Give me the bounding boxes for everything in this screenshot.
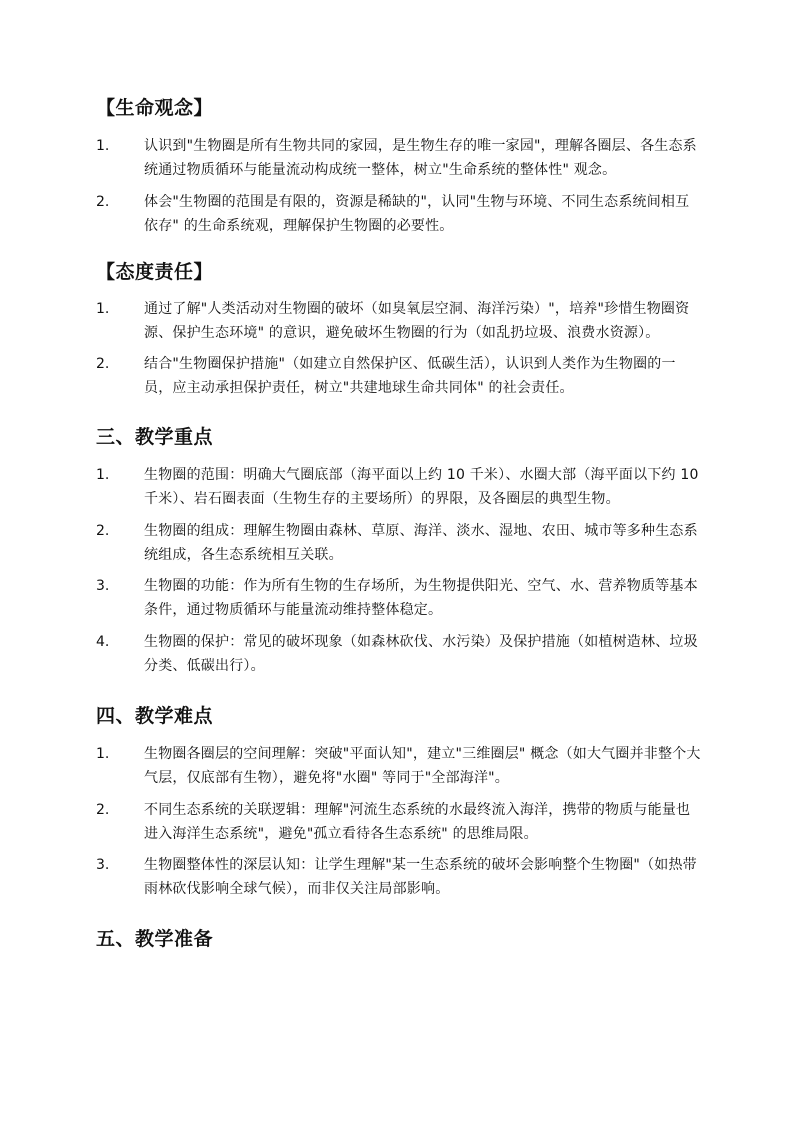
section-heading-attitude-responsibility: 【态度责任】 xyxy=(96,261,214,283)
list-item-number: 2. xyxy=(96,523,110,539)
section-heading-teaching-focus: 三、教学重点 xyxy=(96,426,214,448)
list-item-number: 2. xyxy=(96,356,110,372)
list-item-text: 生物圈的范围：明确大气圈底部（海平面以上约 10 千米）、水圈大部（海平面以下约 10 千米）、岩石圈表面（生物生存的主要场所）的界限，及各圈层的典型生物。 xyxy=(144,467,699,507)
list-item-number: 1. xyxy=(96,746,110,762)
section-heading-life-concept: 【生命观念】 xyxy=(96,97,214,119)
list-item-text: 结合"生物圈保护措施"（如建立自然保护区、低碳生活），认识到人类作为生物圈的一员，应主动承担保护责任，树立"共建地球生命共同体" 的社会责任。 xyxy=(144,356,676,396)
list-item-number: 1. xyxy=(96,467,110,483)
list-item-text: 认识到"生物圈是所有生物共同的家园，是生物生存的唯一家园"，理解各圈层、各生态系统通过物质循环与能量流动构成统一整体，树立"生命系统的整体性" 观念。 xyxy=(144,138,697,178)
list-item-text: 通过了解"人类活动对生物圈的破坏（如臭氧层空洞、海洋污染）"，培养"珍惜生物圈资源、保护生态环境" 的意识，避免破坏生物圈的行为（如乱扔垃圾、浪费水资源）。 xyxy=(144,301,690,341)
list-item-text: 生物圈的功能：作为所有生物的生存场所，为生物提供阳光、空气、水、营养物质等基本条件，通过物质循环与能量流动维持整体稳定。 xyxy=(144,578,698,618)
list-item-text: 生物圈的保护：常见的破坏现象（如森林砍伐、水污染）及保护措施（如植树造林、垃圾分类、低碳出行）。 xyxy=(144,634,698,674)
list-item-text: 生物圈的组成：理解生物圈由森林、草原、海洋、淡水、湿地、农田、城市等多种生态系统组成，各生态系统相互关联。 xyxy=(144,523,698,563)
list-item-text: 生物圈整体性的深层认知：让学生理解"某一生态系统的破坏会影响整个生物圈"（如热带雨林砍伐影响全球气候），而非仅关注局部影响。 xyxy=(144,857,697,897)
section-heading-teaching-preparation: 五、教学准备 xyxy=(96,928,214,950)
list-item-text: 体会"生物圈的范围是有限的，资源是稀缺的"，认同"生物与环境、不同生态系统间相互依存" 的生命系统观，理解保护生物圈的必要性。 xyxy=(144,194,690,234)
section-heading-teaching-difficulty: 四、教学难点 xyxy=(96,705,214,727)
list-item-text: 不同生态系统的关联逻辑：理解"河流生态系统的水最终流入海洋，携带的物质与能量也进入海洋生态系统"，避免"孤立看待各生态系统" 的思维局限。 xyxy=(144,802,691,842)
list-item-number: 1. xyxy=(96,138,110,154)
list-item-number: 1. xyxy=(96,301,110,317)
list-item-number: 3. xyxy=(96,578,110,594)
list-item-number: 4. xyxy=(96,634,110,650)
list-item-text: 生物圈各圈层的空间理解：突破"平面认知"，建立"三维圈层" 概念（如大气圈并非整个大气层，仅底部有生物），避免将"水圈" 等同于"全部海洋"。 xyxy=(144,746,701,786)
list-item-number: 2. xyxy=(96,802,110,818)
list-item-number: 3. xyxy=(96,857,110,873)
list-item-number: 2. xyxy=(96,194,110,210)
